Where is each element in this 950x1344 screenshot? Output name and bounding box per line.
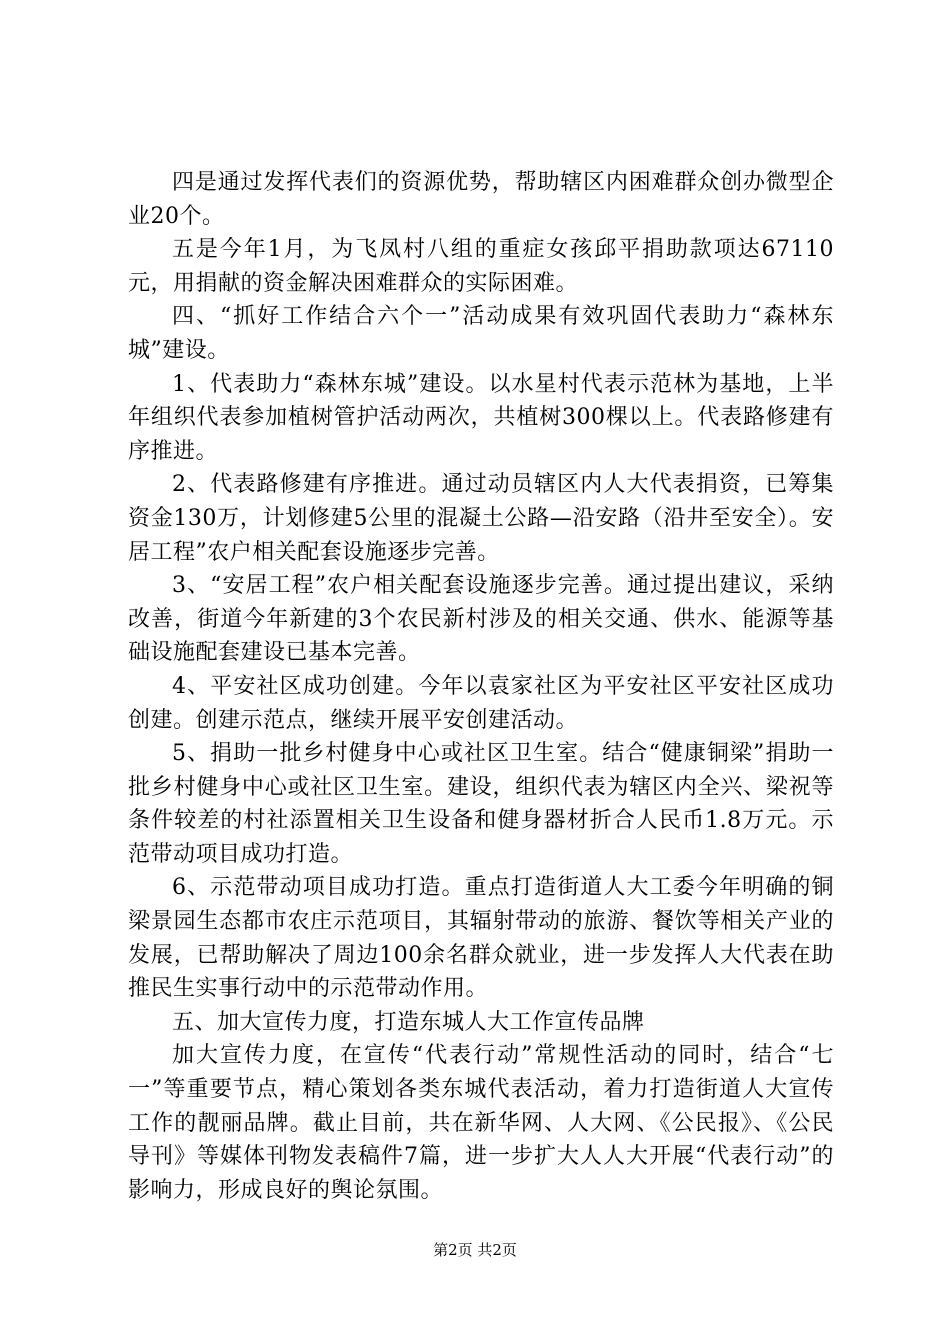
paragraph-item-2: 2、代表路修建有序推进。通过动员辖区内人大代表捐资，已筹集资金130万，计划修建5公里的混凝土公路—沿安路（沿井至安全）。安居工程”农户相关配套设施逐步完善。 (128, 472, 834, 565)
paragraph-item-5: 5、捐助一批乡村健身中心或社区卫生室。结合“健康铜梁”捐助一批乡村健身中心或社区卫生室。建设，组织代表为辖区内全兴、梁祝等条件较差的村社添置相关卫生设备和健身器材折合人民币1.8万元。示范带动项目成功打造。 (128, 741, 834, 867)
page-footer: 第2页 共2页 (433, 1241, 517, 1259)
section-heading-5: 五、加大宣传力度，打造东城人大工作宣传品牌 (172, 1009, 645, 1035)
section-heading-4: 四、“抓好工作结合六个一”活动成果有效巩固代表助力“森林东城”建设。 (128, 304, 834, 363)
paragraph-1: 四是通过发挥代表们的资源优势，帮助辖区内困难群众创办微型企业20个。 (128, 170, 834, 229)
document-body (128, 166, 834, 1207)
paragraph-item-1: 1、代表助力“森林东城”建设。以水星村代表示范林为基地，上半年组织代表参加植树管护活动两次，共植树300棵以上。代表路修建有序推进。 (128, 371, 834, 464)
paragraph-item-4: 4、平安社区成功创建。今年以袁家社区为平安社区平安社区成功创建。创建示范点，继续开展平安创建活动。 (128, 673, 834, 733)
paragraph-item-6: 6、示范带动项目成功打造。重点打造街道人大工委今年明确的铜梁景园生态都市农庄示范项目，其辐射带动的旅游、餐饮等相关产业的发展，已帮助解决了周边100余名群众就业，进一步发挥人大代表在助推民生实事行动中的示范带动作用。 (128, 875, 834, 1002)
paragraph-2: 五是今年1月，为飞凤村八组的重症女孩邱平捐助款项达67110元，用捐献的资金解决困难群众的实际困难。 (128, 237, 834, 296)
paragraph-publicity: 加大宣传力度，在宣传“代表行动”常规性活动的同时，结合“七一”等重要节点，精心策划各类东城代表活动，着力打造街道人大宣传工作的靓丽品牌。截止目前，共在新华网、人大网、《公民报》、《公民导刊》等媒体刊物发表稿件7篇，进一步扩大人人大开展“代表行动”的影响力，形成良好的舆论氛围。 (128, 1043, 834, 1203)
paragraph-item-3: 3、“安居工程”农户相关配套设施逐步完善。通过提出建议，采纳改善，街道今年新建的3个农民新村涉及的相关交通、供水、能源等基础设施配套建设已基本完善。 (128, 573, 834, 666)
